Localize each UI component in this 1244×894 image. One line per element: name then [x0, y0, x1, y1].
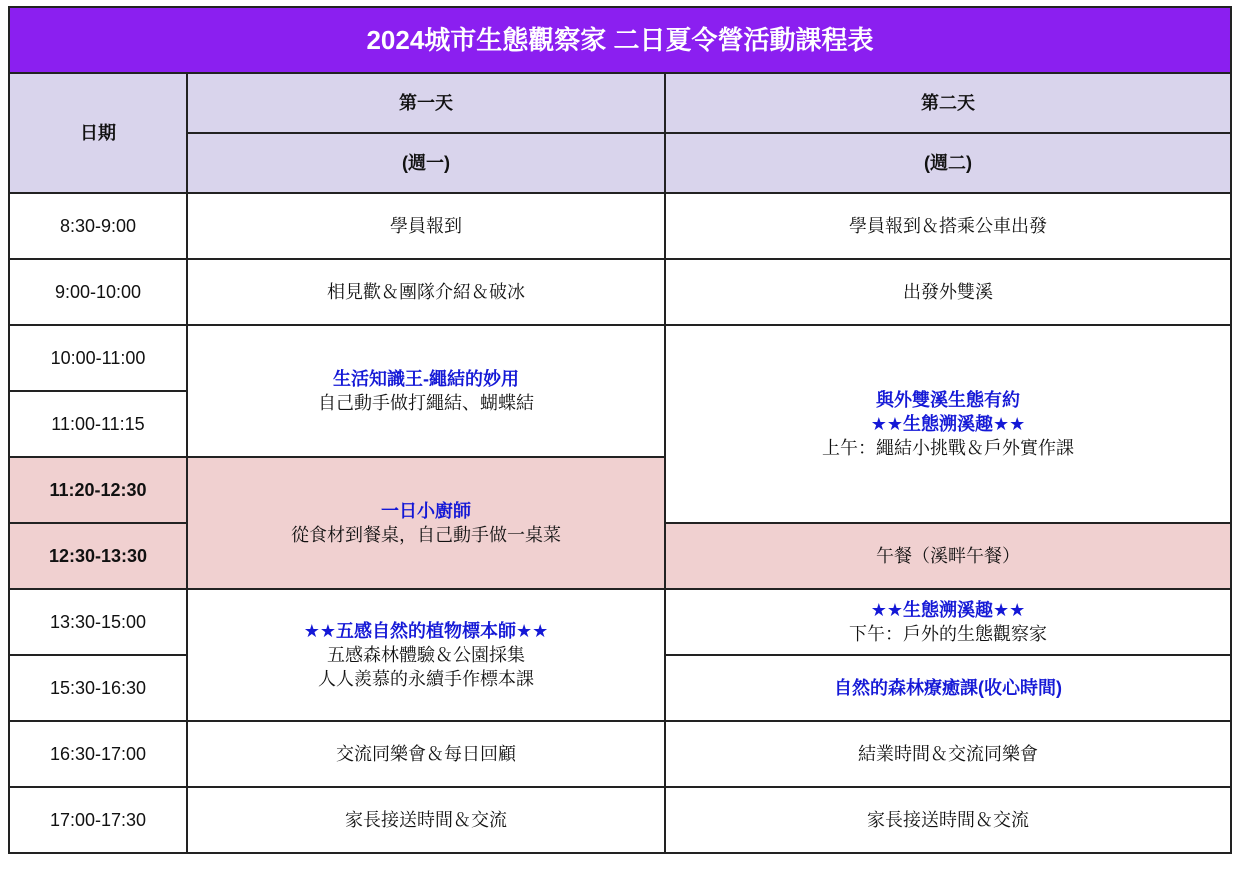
- day2-afternoon-cell: [665, 589, 1231, 655]
- time-slot: 11:20-12:30: [9, 457, 187, 523]
- time-slot: 13:30-15:00: [9, 589, 187, 655]
- day1-plants-cell: [187, 589, 665, 721]
- day2-lunch-cell: 午餐（溪畔午餐）: [665, 523, 1231, 589]
- time-slot: 12:30-13:30: [9, 523, 187, 589]
- day1-pickup-cell: 家長接送時間＆交流: [187, 787, 665, 853]
- time-slot: 8:30-9:00: [9, 193, 187, 259]
- day2-depart-cell: 出發外雙溪: [665, 259, 1231, 325]
- day2-weekday: (週二): [665, 133, 1231, 193]
- day1-header: 第一天: [187, 73, 665, 133]
- day1-chef-cell: [187, 457, 665, 589]
- day2-pickup-cell: 家長接送時間＆交流: [665, 787, 1231, 853]
- activity-title: 與外雙溪生態有約: [876, 390, 1020, 410]
- day1-icebreak-cell: 相見歡＆團隊介紹＆破冰: [187, 259, 665, 325]
- time-slot: 9:00-10:00: [9, 259, 187, 325]
- day2-forest-cell: [665, 655, 1231, 721]
- day1-knots-cell: [187, 325, 665, 457]
- day1-review-cell: 交流同樂會＆每日回顧: [187, 721, 665, 787]
- schedule-container: [8, 6, 1230, 854]
- activity-title: ★★五感自然的植物標本師★★: [303, 621, 549, 641]
- time-slot: 10:00-11:00: [9, 325, 187, 391]
- activity-desc: 上午：繩結小挑戰＆戶外實作課: [822, 438, 1074, 458]
- date-column-header: 日期: [9, 73, 187, 193]
- activity-desc: 從食材到餐桌，自己動手做一桌菜: [291, 525, 561, 545]
- activity-desc: 五感森林體驗＆公園採集: [327, 645, 525, 665]
- day2-header: 第二天: [665, 73, 1231, 133]
- activity-title: 自然的森林療癒課(收心時間): [834, 678, 1062, 698]
- day1-weekday: (週一): [187, 133, 665, 193]
- activity-title: 一日小廚師: [381, 501, 471, 521]
- activity-desc: 人人羨慕的永續手作標本課: [318, 669, 534, 689]
- activity-title: ★★生態溯溪趣★★: [870, 600, 1026, 620]
- page-title: 2024城市生態觀察家 二日夏令營活動課程表: [9, 7, 1231, 73]
- schedule-table: [8, 6, 1232, 854]
- time-slot: 11:00-11:15: [9, 391, 187, 457]
- day2-closing-cell: 結業時間＆交流同樂會: [665, 721, 1231, 787]
- activity-desc: 下午：戶外的生態觀察家: [849, 624, 1047, 644]
- activity-title: 生活知識王-繩結的妙用: [333, 369, 519, 389]
- activity-desc: 自己動手做打繩結、蝴蝶結: [318, 393, 534, 413]
- day2-stream-cell: [665, 325, 1231, 523]
- time-slot: 16:30-17:00: [9, 721, 187, 787]
- day2-checkin-cell: 學員報到＆搭乘公車出發: [665, 193, 1231, 259]
- time-slot: 17:00-17:30: [9, 787, 187, 853]
- time-slot: 15:30-16:30: [9, 655, 187, 721]
- activity-subtitle: ★★生態溯溪趣★★: [870, 414, 1026, 434]
- day1-checkin-cell: 學員報到: [187, 193, 665, 259]
